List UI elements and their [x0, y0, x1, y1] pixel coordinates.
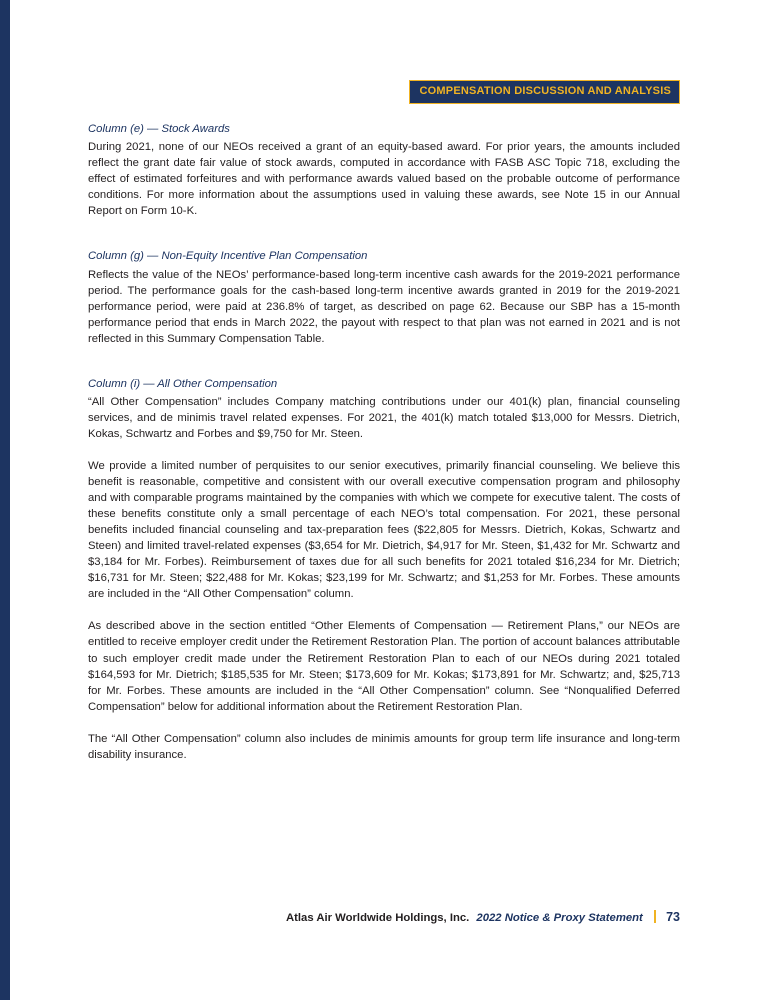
footer-company-name: Atlas Air Worldwide Holdings, Inc.	[286, 912, 470, 924]
footer-divider	[654, 910, 656, 923]
paragraph: Reflects the value of the NEOs’ performance-based long-term incentive cash awards for the 2019-2021 performance period. The performance goals for the cash-based long-term incentive awards granted in 2019 for the 2019-2021 performance period, were paid at 236.8% of target, as described on page 62. Because our SBP has a 15-month performance period that ends in March 2022, the payout with respect to that plan was not earned in 2021 and is not reflected in this Summary Compensation Table.	[88, 268, 680, 345]
page-left-rule	[0, 0, 10, 1000]
page-footer	[88, 910, 680, 924]
paragraph: “All Other Compensation” includes Company matching contributions under our 401(k) plan, financial counseling services, and de minimis travel related expenses. For 2021, the 401(k) match totaled $13,000 for Messrs. Dietrich, Kokas, Schwartz and Forbes and $9,750 for Mr. Steen.	[88, 396, 680, 441]
section-spacer	[88, 363, 680, 377]
section-spacer	[88, 235, 680, 249]
section-non-equity-incentive	[88, 249, 680, 346]
paragraph: We provide a limited number of perquisites to our senior executives, primarily financial counseling. We believe this benefit is reasonable, competitive and consistent with our overall executive compensation program and philosophy and with comparable programs maintained by the companies with which we compete for executive talent. The costs of these benefits constitute only a small percentage of each NEO’s total compensation. For 2021, these personal benefits included financial counseling and tax-preparation fees ($22,805 for Messrs. Dietrich, Kokas, Schwartz and Steen) and limited travel-related expenses ($3,654 for Mr. Dietrich, $4,917 for Mr. Steen, $1,432 for Mr. Schwartz and $3,184 for Mr. Forbes). Reimbursement of taxes due for all such benefits for 2021 totaled $16,234 for Mr. Dietrich; $16,731 for Mr. Steen; $22,488 for Mr. Kokas; $23,199 for Mr. Schwartz; and $1,253 for Mr. Forbes. These amounts are included in the “All Other Compensation” column.	[88, 460, 680, 601]
section-heading: Column (g) — Non-Equity Incentive Plan Compensation	[88, 250, 368, 263]
paragraph: During 2021, none of our NEOs received a grant of an equity-based award. For prior years, the amounts included reflect the grant date fair value of stock awards, computed in accordance with FASB ASC Topic 718, excluding the effect of estimated forfeitures and with performance awards valued based on the probable outcome of performance conditions. For more information about the assumptions used in valuing these awards, see Note 15 in our Annual Report on Form 10-K.	[88, 141, 680, 218]
section-stock-awards	[88, 122, 680, 219]
paragraph: The “All Other Compensation” column also includes de minimis amounts for group term life insurance and long-term disability insurance.	[88, 732, 680, 761]
footer-document-title: 2022 Notice & Proxy Statement	[476, 912, 643, 924]
footer-page-number: 73	[666, 910, 680, 924]
page-content	[88, 0, 680, 1000]
section-heading: Column (e) — Stock Awards	[88, 123, 230, 135]
section-heading: Column (i) — All Other Compensation	[88, 377, 278, 390]
page-body	[88, 122, 680, 779]
paragraph: As described above in the section entitled “Other Elements of Compensation — Retirement Plans,” our NEOs are entitled to receive employer credit under the Retirement Restoration Plan. The portion of account balances attributable to such employer credit made under the Retirement Restoration Plan to each of our NEOs during 2021 totaled $164,593 for Mr. Dietrich; $185,535 for Mr. Steen; $173,609 for Mr. Kokas; $173,891 for Mr. Schwartz; and, $25,713 for Mr. Forbes. These amounts are included in the “All Other Compensation” column. See “Nonqualified Deferred Compensation” below for additional information about the Retirement Restoration Plan.	[88, 620, 680, 713]
section-all-other-compensation	[88, 377, 680, 763]
section-header-banner: COMPENSATION DISCUSSION AND ANALYSIS	[409, 80, 680, 104]
